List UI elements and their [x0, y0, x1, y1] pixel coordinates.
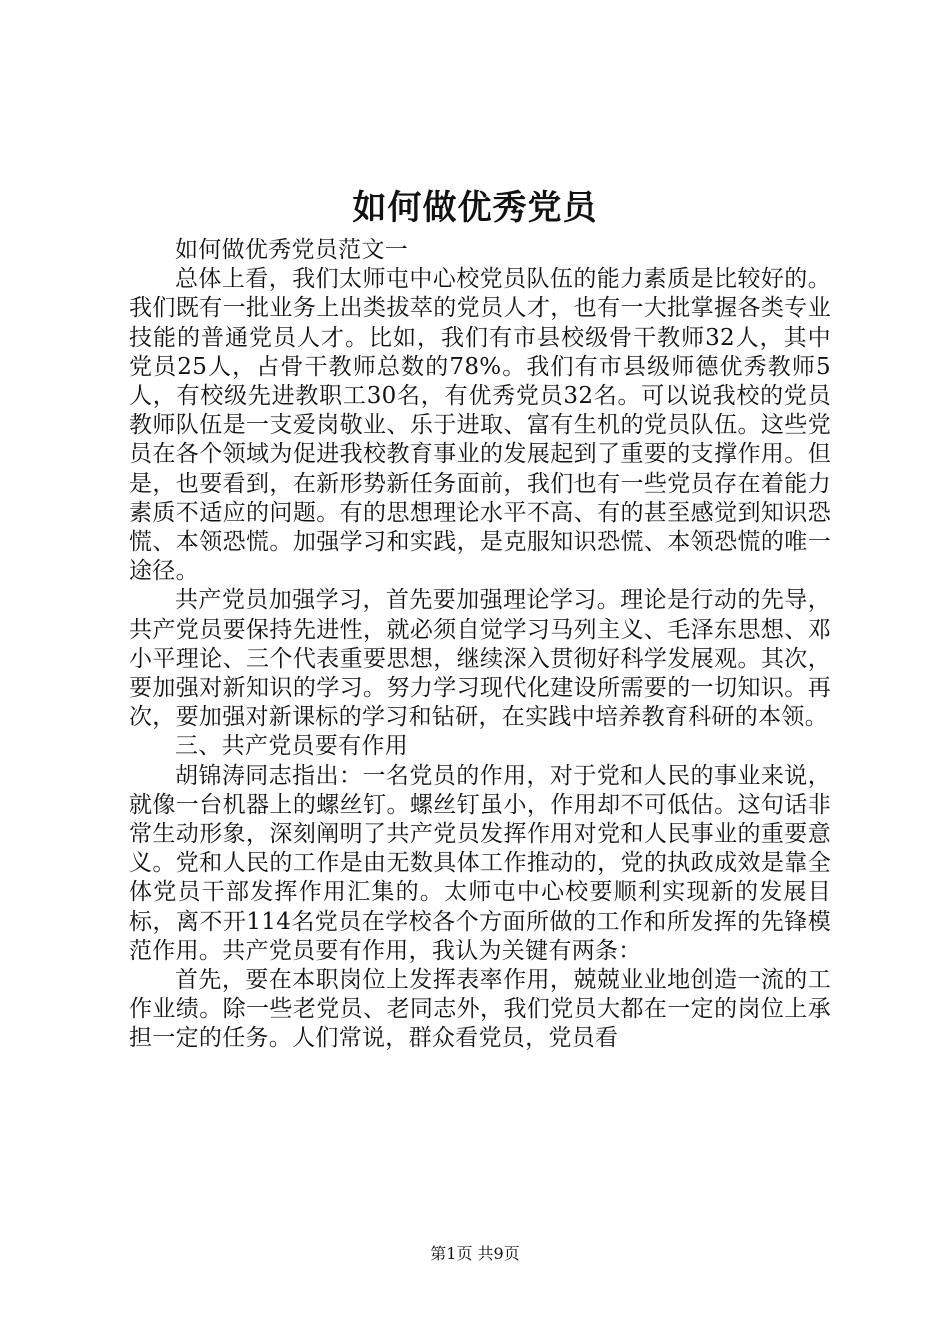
paragraph: 总体上看，我们太师屯中心校党员队伍的能力素质是比较好的。我们既有一批业务上出类拔萃的党员人才，也有一大批掌握各类专业技能的普通党员人才。比如，我们有市县校级骨干教师32人，其中党员25人，占骨干教师总数的78%。我们有市县级师德优秀教师5人，有校级先进教职工30名，有优秀党员32名。可以说我校的党员教师队伍是一支爱岗敬业、乐于进取、富有生机的党员队伍。这些党员在各个领域为促进我校教育事业的发展起到了重要的支撑作用。但是，也要看到，在新形势新任务面前，我们也有一些党员存在着能力素质不适应的问题。有的思想理论水平不高、有的甚至感觉到知识恐慌、本领恐慌。加强学习和实践，是克服知识恐慌、本领恐慌的唯一途径。: [129, 266, 831, 585]
page-footer: 第1页 共9页: [430, 1244, 520, 1263]
paragraph: 首先，要在本职岗位上发挥表率作用，兢兢业业地创造一流的工作业绩。除一些老党员、老同志外，我们党员大都在一定的岗位上承担一定的任务。人们常说，群众看党员，党员看: [129, 967, 831, 1052]
section-heading: 三、共产党员要有作用: [175, 733, 408, 760]
paragraph: 胡锦涛同志指出：一名党员的作用，对于党和人民的事业来说，就像一台机器上的螺丝钉。螺丝钉虽小，作用却不可低估。这句话非常生动形象，深刻阐明了共产党员发挥作用对党和人民事业的重要意义。党和人民的工作是由无数具体工作推动的，党的执政成效是靠全体党员干部发挥作用汇集的。太师屯中心校要顺利实现新的发展目标，离不开114名党员在学校各个方面所做的工作和所发挥的先锋模范作用。共产党员要有作用，我认为关键有两条：: [129, 762, 831, 964]
document-title: 如何做优秀党员: [352, 188, 598, 228]
paragraph-subtitle: 如何做优秀党员范文一: [175, 237, 408, 263]
document-body: [129, 236, 831, 1054]
paragraph: 共产党员加强学习，首先要加强理论学习。理论是行动的先导，共产党员要保持先进性，就必须自觉学习马列主义、毛泽东思想、邓小平理论、三个代表重要思想，继续深入贯彻好科学发展观。其次，要加强对新知识的学习。努力学习现代化建设所需要的一切知识。再次，要加强对新课标的学习和钻研，在实践中培养教育科研的本领。: [129, 587, 831, 731]
